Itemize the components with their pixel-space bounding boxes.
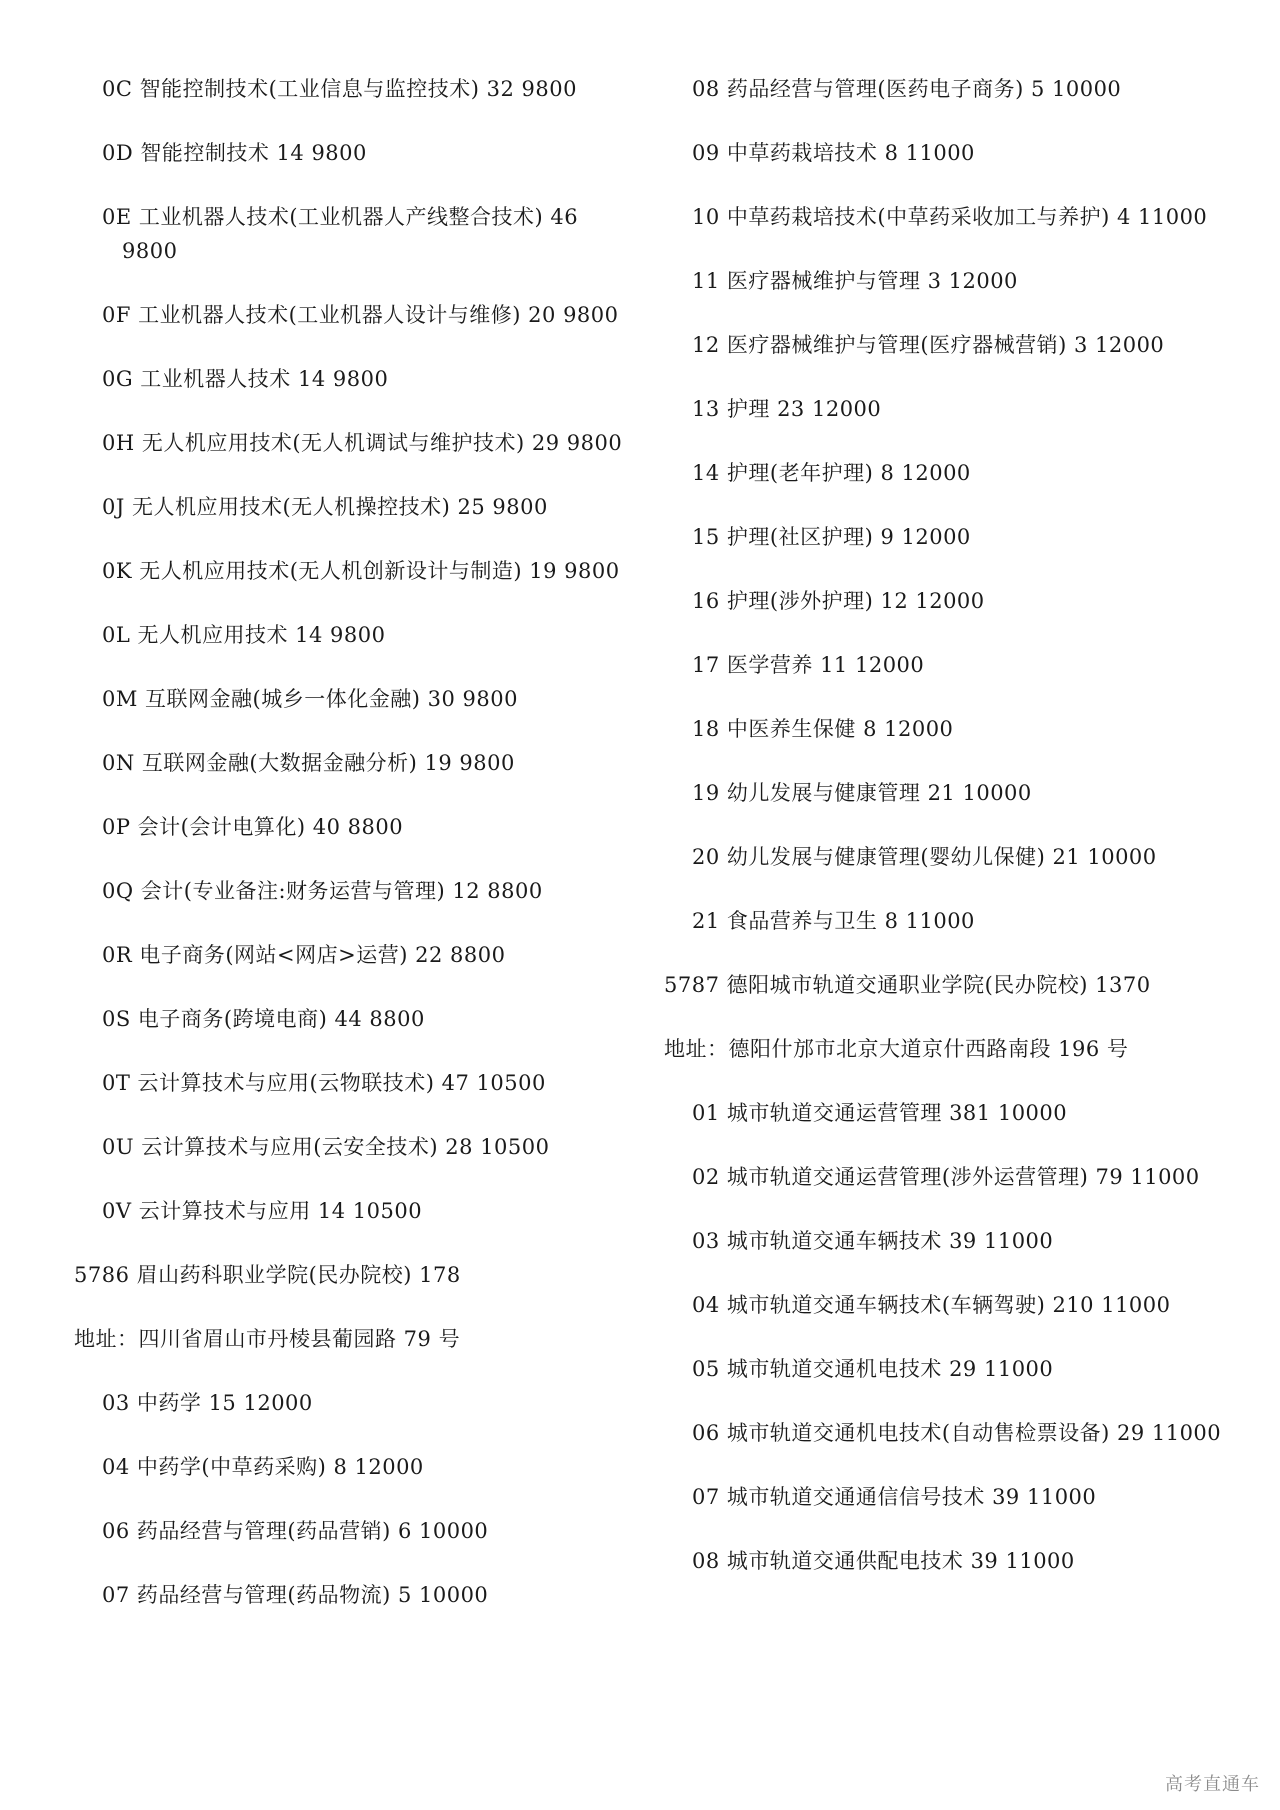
section-header: 地址：德阳什邡市北京大道京什西路南段 196 号 [664, 1037, 1129, 1061]
list-item: 14 护理(老年护理) 8 12000 [692, 461, 971, 485]
right-column [664, 72, 1230, 1608]
list-item: 08 药品经营与管理(医药电子商务) 5 10000 [692, 77, 1122, 101]
list-item: 03 中药学 15 12000 [102, 1391, 313, 1415]
list-item: 04 城市轨道交通车辆技术(车辆驾驶) 210 11000 [692, 1293, 1171, 1317]
list-item: 0J 无人机应用技术(无人机操控技术) 25 9800 [102, 495, 548, 519]
list-item: 0E 工业机器人技术(工业机器人产线整合技术) 46 9800 [102, 205, 579, 263]
list-item: 18 中医养生保健 8 12000 [692, 717, 954, 741]
list-item: 16 护理(涉外护理) 12 12000 [692, 589, 985, 613]
list-item: 13 护理 23 12000 [692, 397, 882, 421]
list-item: 06 药品经营与管理(药品营销) 6 10000 [102, 1519, 489, 1543]
list-item: 19 幼儿发展与健康管理 21 10000 [692, 781, 1032, 805]
list-item: 0C 智能控制技术(工业信息与监控技术) 32 9800 [102, 77, 578, 101]
list-item: 08 城市轨道交通供配电技术 39 11000 [692, 1549, 1075, 1573]
section-header: 地址：四川省眉山市丹棱县葡园路 79 号 [74, 1327, 461, 1351]
list-item: 10 中草药栽培技术(中草药采收加工与养护) 4 11000 [692, 205, 1208, 229]
list-item: 0Q 会计(专业备注:财务运营与管理) 12 8800 [102, 879, 543, 903]
list-item: 21 食品营养与卫生 8 11000 [692, 909, 975, 933]
list-item: 0H 无人机应用技术(无人机调试与维护技术) 29 9800 [102, 431, 623, 455]
list-item: 0R 电子商务(网站<网店>运营) 22 8800 [102, 943, 506, 967]
list-item: 0G 工业机器人技术 14 9800 [102, 367, 389, 391]
list-item: 07 城市轨道交通通信信号技术 39 11000 [692, 1485, 1097, 1509]
list-item: 09 中草药栽培技术 8 11000 [692, 141, 975, 165]
list-item: 12 医疗器械维护与管理(医疗器械营销) 3 12000 [692, 333, 1165, 357]
list-item: 0V 云计算技术与应用 14 10500 [102, 1199, 423, 1223]
list-item: 0U 云计算技术与应用(云安全技术) 28 10500 [102, 1135, 550, 1159]
watermark-text: 高考直通车 [1165, 1774, 1260, 1795]
list-item: 20 幼儿发展与健康管理(婴幼儿保健) 21 10000 [692, 845, 1157, 869]
section-header: 5787 德阳城市轨道交通职业学院(民办院校) 1370 [664, 973, 1151, 997]
list-item: 0K 无人机应用技术(无人机创新设计与制造) 19 9800 [102, 559, 620, 583]
list-item: 02 城市轨道交通运营管理(涉外运营管理) 79 11000 [692, 1165, 1200, 1189]
list-item: 0S 电子商务(跨境电商) 44 8800 [102, 1007, 425, 1031]
list-item: 0F 工业机器人技术(工业机器人设计与维修) 20 9800 [102, 303, 619, 327]
list-item: 01 城市轨道交通运营管理 381 10000 [692, 1101, 1068, 1125]
list-item: 0P 会计(会计电算化) 40 8800 [102, 815, 404, 839]
list-item: 0N 互联网金融(大数据金融分析) 19 9800 [102, 751, 515, 775]
left-column [74, 72, 634, 1642]
list-item: 03 城市轨道交通车辆技术 39 11000 [692, 1229, 1054, 1253]
list-item: 06 城市轨道交通机电技术(自动售检票设备) 29 11000 [692, 1421, 1222, 1445]
list-item: 07 药品经营与管理(药品物流) 5 10000 [102, 1583, 489, 1607]
list-item: 15 护理(社区护理) 9 12000 [692, 525, 971, 549]
list-item: 11 医疗器械维护与管理 3 12000 [692, 269, 1018, 293]
list-item: 17 医学营养 11 12000 [692, 653, 925, 677]
list-item: 0L 无人机应用技术 14 9800 [102, 623, 386, 647]
list-item: 0D 智能控制技术 14 9800 [102, 141, 367, 165]
list-item: 0M 互联网金融(城乡一体化金融) 30 9800 [102, 687, 518, 711]
list-item: 04 中药学(中草药采购) 8 12000 [102, 1455, 424, 1479]
section-header: 5786 眉山药科职业学院(民办院校) 178 [74, 1263, 461, 1287]
list-item: 05 城市轨道交通机电技术 29 11000 [692, 1357, 1054, 1381]
list-item: 0T 云计算技术与应用(云物联技术) 47 10500 [102, 1071, 546, 1095]
